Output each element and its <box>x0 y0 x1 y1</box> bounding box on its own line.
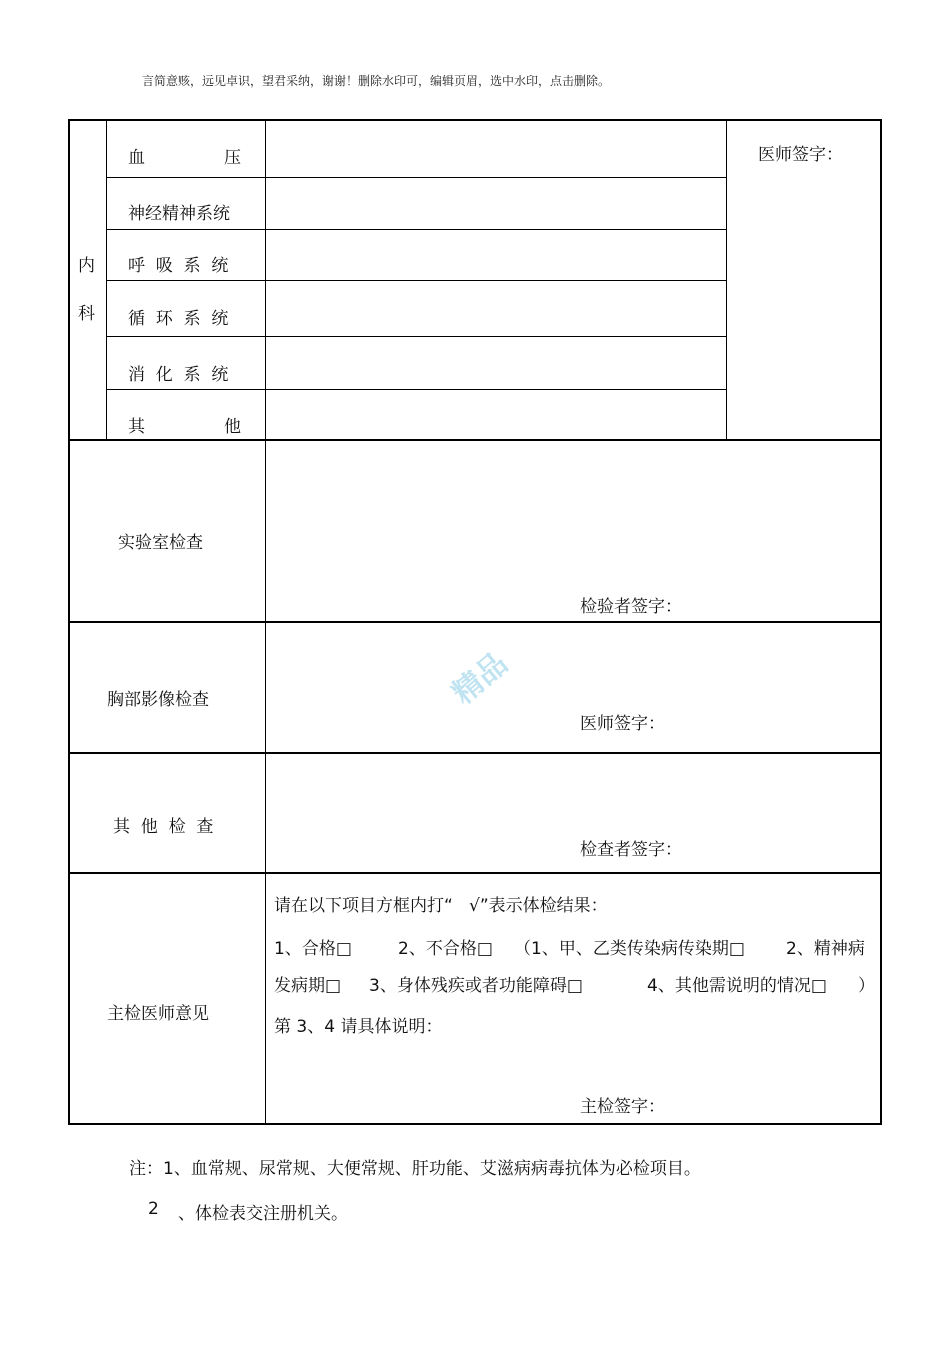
divider <box>68 752 882 754</box>
row-label-blood-pressure-b: 压 <box>224 148 241 168</box>
divider <box>106 280 726 281</box>
chief-option-mental-a: 2、精神病 <box>786 939 865 959</box>
divider <box>106 229 726 230</box>
chief-label: 主检医师意见 <box>107 1004 209 1024</box>
header-note: 言简意赅，远见卓识，望君采纳，谢谢！删除水印可，编辑页眉，选中水印，点击删除。 <box>142 74 611 88</box>
chief-option-disability: 3、身体残疾或者功能障碍□ <box>369 976 583 996</box>
chest-label: 胸部影像检查 <box>107 690 209 710</box>
chief-option-mental-b: 发病期□ <box>274 976 342 996</box>
chief-option-other: 4、其他需说明的情况□ <box>647 976 827 996</box>
divider <box>68 439 882 441</box>
divider <box>726 119 727 440</box>
lab-signature: 检验者签字： <box>580 597 682 617</box>
chest-signature: 医师签字： <box>580 714 665 734</box>
divider <box>106 389 726 390</box>
chief-option-close-paren: ） <box>858 976 875 996</box>
note-1: 注：1、血常规、尿常规、大便常规、肝功能、艾滋病病毒抗体为必检项目。 <box>129 1159 701 1179</box>
chief-signature: 主检签字： <box>580 1097 665 1117</box>
chief-option-infectious: （1、甲、乙类传染病传染期□ <box>514 939 745 959</box>
lab-label: 实验室检查 <box>118 533 203 553</box>
row-label-other-b: 他 <box>224 417 241 437</box>
chief-option-unqualified: 2、不合格□ <box>398 939 493 959</box>
section-label-internal-1: 内 <box>78 256 95 276</box>
chief-option-qualified: 1、合格□ <box>274 939 352 959</box>
row-label-other-a: 其 <box>128 417 145 437</box>
section-label-internal-2: 科 <box>78 304 95 324</box>
chief-instruction: 请在以下项目方框内打“ √”表示体检结果： <box>274 896 608 916</box>
watermark: 精品 <box>446 645 515 712</box>
row-label-blood-pressure-a: 血 <box>128 148 145 168</box>
other-signature: 检查者签字： <box>580 840 682 860</box>
note-2-number: 2 <box>148 1199 159 1219</box>
internal-doctor-signature: 医师签字： <box>758 145 843 165</box>
note-2-text: 、体检表交注册机关。 <box>178 1204 348 1224</box>
divider <box>106 336 726 337</box>
table-border-top <box>68 119 882 121</box>
divider <box>106 177 726 178</box>
exam-form-table <box>68 119 882 1125</box>
row-label-respiratory: 呼 吸 系 统 <box>128 256 229 276</box>
chief-explain-label: 第 3、4 请具体说明： <box>274 1017 443 1037</box>
row-label-circulatory: 循 环 系 统 <box>128 309 229 329</box>
divider <box>68 872 882 874</box>
divider <box>68 621 882 623</box>
other-label: 其 他 检 查 <box>113 817 214 837</box>
table-border-bottom <box>68 1123 882 1125</box>
row-label-digestive: 消 化 系 统 <box>128 365 229 385</box>
row-label-neuro: 神经精神系统 <box>128 204 230 224</box>
